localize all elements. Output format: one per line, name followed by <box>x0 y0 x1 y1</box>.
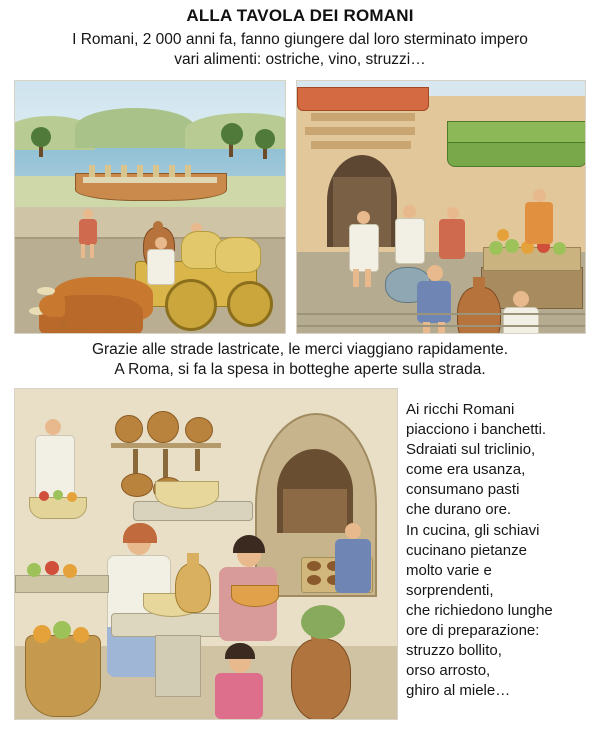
side-text-line: ghiro al miele… <box>406 682 511 700</box>
side-text-line: Sdraiati sul triclinio, <box>406 441 536 459</box>
side-text-line: molto varie e <box>406 561 492 579</box>
side-text-line: come era usanza, <box>406 461 526 479</box>
page-title: ALLA TAVOLA DEI ROMANI <box>186 6 414 25</box>
page <box>0 6 600 753</box>
side-text-line: struzzo bollito, <box>406 642 502 660</box>
bottom-row <box>0 380 600 720</box>
intro-line-1: I Romani, 2 000 anni fa, fanno giungere dal loro sterminato impero <box>72 31 528 48</box>
side-text-line: ore di preparazione: <box>406 621 540 639</box>
side-text-line: che richiedono lunghe <box>406 601 553 619</box>
side-text-line: In cucina, gli schiavi <box>406 521 540 539</box>
side-text-line: orso arrosto, <box>406 662 491 680</box>
top-illustrations-row <box>0 70 600 334</box>
side-text-line: Ai ricchi Romani <box>406 400 515 418</box>
side-text <box>406 388 588 720</box>
side-text-line: cucinano pietanze <box>406 541 527 559</box>
side-text-line: sorprendenti, <box>406 581 494 599</box>
intro-paragraph <box>0 30 600 70</box>
caption-line-1: Grazie alle strade lastricate, le merci viaggiano rapidamente. <box>91 340 509 358</box>
market-street-illustration <box>296 80 586 334</box>
side-text-line: piacciono i banchetti. <box>406 421 547 439</box>
caption-line-2: A Roma, si fa la spesa in botteghe aperte sulla strada. <box>114 360 486 378</box>
caption-paragraph <box>0 340 600 380</box>
kitchen-illustration <box>14 388 398 720</box>
river-oxcart-illustration <box>14 80 286 334</box>
side-text-line: che durano ore. <box>406 501 512 519</box>
side-text-line: consumano pasti <box>406 481 520 499</box>
intro-line-2: vari alimenti: ostriche, vino, struzzi… <box>174 50 426 68</box>
